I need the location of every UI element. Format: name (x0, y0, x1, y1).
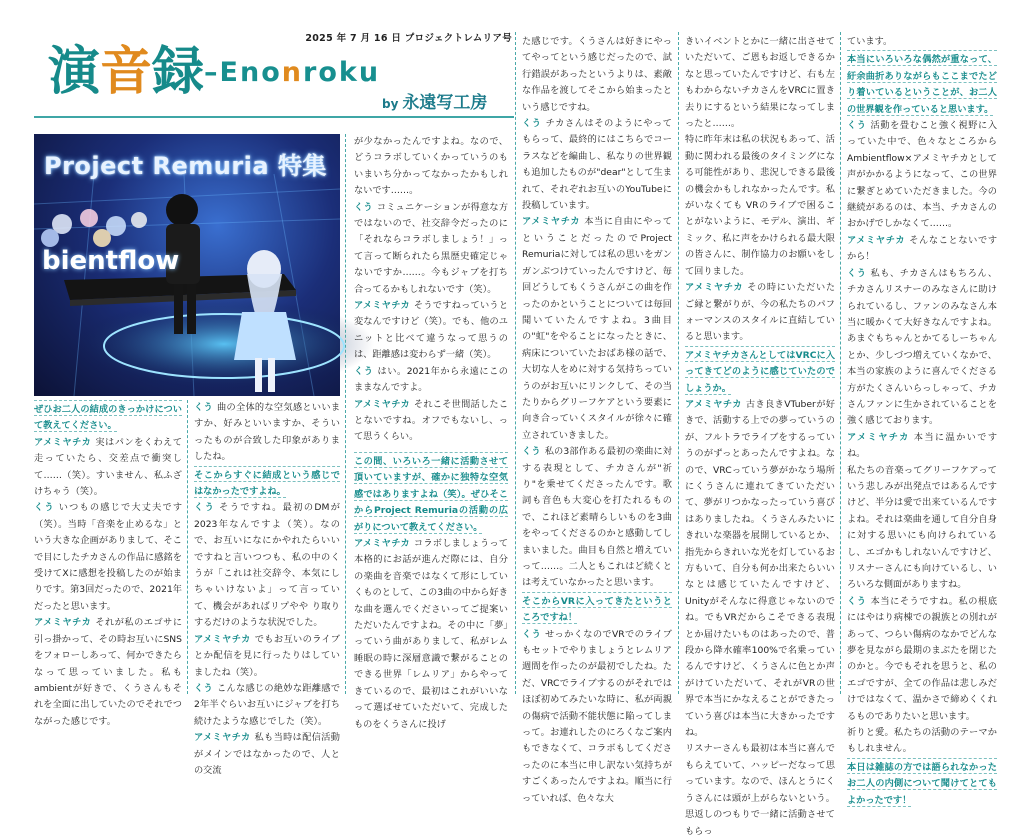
paragraph-text: 祈りと愛。私たちの活動のテーマかもしれません。 (847, 727, 997, 755)
speaker-paragraph (847, 118, 997, 233)
continued-paragraph (354, 134, 508, 200)
paragraph-text: 活動を畳むこと強く視野に入っていた中で、色々なところからAmbientflow×アメミヤチカとして声がかかるようになって、この世界に繋ぎとめていただきました。今の継続があるのは、本当、チカさんのおかげでしかなくて……。 (847, 120, 998, 230)
masthead-kanji-3: 録 (152, 42, 205, 102)
article-column-3b (354, 452, 509, 730)
speaker-paragraph (194, 681, 340, 730)
paragraph-text: それが私のエゴサに引っ掛かって、その時お互いにSNSをフォローしあって、何かできたらなって思っていました。私もambientが好きで、くうさんもそれを全面に出していたのでそれでつながった感じです。 (34, 617, 183, 727)
question-text: この間、いろいろ一緒に活動させて頂いていますが、確かに独特な空気感ではありますよね（笑）。ぜひそこからProject Remuriaの活動の広がりについて教えてください。 (354, 456, 508, 533)
article-column-4 (522, 34, 673, 804)
speaker-paragraph (847, 266, 997, 430)
paragraph-text: コラボしましょうって本格的にお話が進んだ際には、自分の楽曲を音楽ではなくて形にしていくものとして、この3曲の中から好きな曲を選んでくださいってご提案いただいたんですよね。その中に「夢」っていう曲がありまして、私がレム睡眠の時に深層意識で繋がることのできる世界「レムリア」からやってきているので、最初はこれがいいなって選ばせていただいて、完成したものをくうさんに投げ (354, 538, 509, 730)
speaker-name: くう (522, 118, 542, 130)
speaker-paragraph (354, 364, 508, 397)
speaker-name: アメミヤチカ (522, 216, 581, 228)
paragraph-text: 本当にそうですね。私の根底にはやはり病棟での親族との別れがあって、つらい傷病のなかでどんな夢を見ながら最期のまぶたを閉じたのかと。今でもそれを思うと、私のエゴですが、全ての作品は悲しみだけではなくて、温かさで締めくくれるものでありたいと思います。 (847, 595, 998, 722)
speaker-paragraph (34, 615, 182, 730)
paragraph-text: 実はパンをくわえて走っていたら、交差点で衝突して……（笑）。すいません、私ふざけちゃう（笑）。 (34, 436, 183, 498)
interviewer-question (847, 758, 997, 809)
masthead-kanji-1: 演 (48, 42, 101, 102)
speaker-name: くう (522, 446, 541, 458)
speaker-name: アメミヤチカ (354, 398, 410, 410)
speaker-paragraph (522, 214, 672, 444)
speaker-paragraph (194, 400, 340, 466)
hero-image (34, 134, 340, 396)
speaker-paragraph (685, 741, 835, 839)
paragraph-text: た感じです。くうさんは好きにやってやってという感じだったので、試行錯誤があったというよりは、素敵な作品を渡してそこから始まったという感じですね。 (522, 36, 672, 113)
speaker-name: アメミヤチカ (194, 633, 251, 645)
paragraph-text: リスナーさんも最初は本当に喜んでもらえていて、ハッピーだなって思っています。なので、ほんとうにくうさんには頭が上がらないという。思返しのつもりで一緒に活動させてもらっ (685, 743, 835, 837)
continued-paragraph (847, 34, 997, 50)
article-column-2 (194, 400, 341, 776)
speaker-paragraph (34, 500, 182, 615)
question-text: アメミヤチカさんとしてはVRCに入ってきてどのように感じていたのでしょうか。 (685, 349, 835, 394)
column-rule-5 (840, 32, 841, 694)
question-text: そこからすぐに結成という感じではなかったですよね。 (194, 469, 340, 498)
speaker-name: アメミヤチカ (34, 436, 92, 448)
paragraph-text: その時にいただいたご縁と繋がりが、今の私たちのパフォーマンスのスタイルに直結していると思います。 (685, 282, 836, 343)
masthead-roman-a: –Eno (204, 57, 282, 88)
paragraph-text: チカさんはそのようにやってもらって、最終的にはこちらでコーラスなどを編曲し、私なりの世界観も追加したものが"dear"として生まれて、それぞれお互いのYouTubeに投稿しています。 (522, 118, 672, 212)
speaker-paragraph (354, 200, 508, 298)
paragraph-text: コミュニケーションが得意な方ではないので、社交辞令だったのに「それならコラボしましょう！」って言って断られたら黒歴史確定じゃないですか……。今もジャブを打ち合ってるかもしれないです（笑）。 (354, 201, 509, 295)
paragraph-text: 本当に自由にやってということだったのでProject Remuriaに対しては私の思いをガンガンぶつけていったんですけど、毎回どうしてもくうさんがこの曲を作ったのかということについては毎回聞いていたんですよね。3曲目の"虹"をやることになったときに、病床についていたおばあ様の話で、大切な人をめに対する気持ちっていうのがお互いにリンクして、その当たりからグリーフケアという要素に向き合っていくスタイルが徐々に確立されていきました。 (522, 216, 673, 441)
paragraph-text: 古き良きVTuberが好きで、活動する上での夢っていうのが、フルトラでライブをするっていうのがずっとあったんですよね。なので、VRCっていう夢がかなう場所にくうさんに連れてきていただいて、夢がリつかなったっていう喜びはありましたね。くうさんみたいにきれいな楽器を展開しているとか、指先からきれいな光を灯しているお方もいて、自分も何か出来たらいいなとは感じていたんですけど、Unityがそんなに得意じゃないのでね。でもVRだからこそできる表現とか届けたいものはあったので、普段から降水確率100%で名乗っているんですけど、くうさんに色とか声がけていただいて、それがVRの世界で本当にかなえることができたっていう喜びは本当に大きかったですね。 (685, 398, 835, 739)
speaker-paragraph (847, 430, 997, 463)
speaker-name: アメミヤチカ (354, 300, 410, 312)
paragraph-text: ています。 (847, 36, 893, 47)
speaker-paragraph (685, 280, 835, 346)
interviewer-question (194, 466, 340, 501)
speaker-name: くう (354, 201, 373, 213)
speaker-paragraph (685, 397, 835, 742)
continued-paragraph (522, 34, 672, 116)
speaker-paragraph (522, 444, 672, 592)
speaker-name: アメミヤチカ (194, 732, 251, 744)
hero-feature-title: Project Remuria 特集 (44, 152, 327, 180)
speaker-name: くう (194, 682, 213, 694)
paragraph-text: 私の3部作ある最初の楽曲に対する表現として、チカさんが"祈り"を乗せてくださったんです。歌詞も音色も大変心を打たれるもので、これほど素晴らしいものを3曲をやってくださるのかと感動してしまいました。曲目も自然と増えていって……。二人ともこれはど続くとは考えていなかったと思います。 (522, 446, 672, 589)
continued-paragraph (685, 34, 835, 132)
speaker-name: アメミヤチカ (685, 398, 742, 410)
speaker-name: くう (194, 402, 213, 413)
question-text: ぜひお二人の結成のきっかけについて教えてください。 (34, 404, 182, 432)
masthead-roman-c: roku (303, 57, 381, 88)
question-text: 本当にいろいろな偶然が重なって、紆余曲折ありながらもここまでたどり着いているということが、お二人の世界観を作っていると思います。 (847, 54, 997, 115)
speaker-paragraph (34, 435, 182, 501)
masthead-roman-b: n (281, 57, 303, 88)
paragraph-text: いつもの感じで大丈夫です（笑）。当時「音楽を止めるな」という大きな企画がありまして、そこで目にしたチカさんの作品に感銘を受けてXに感想を投稿したのが始まりです。第3回だったので、2021年だったと思います。 (34, 502, 183, 612)
speaker-name: アメミヤチカ (847, 234, 906, 246)
speaker-name: くう (354, 365, 374, 377)
column-rule-1 (515, 32, 516, 694)
column-rule-4 (678, 32, 679, 694)
interviewer-question (354, 452, 508, 536)
speaker-paragraph (194, 730, 340, 779)
article-column-3 (354, 134, 509, 443)
hero-unit-text: bientflow (42, 246, 180, 276)
speaker-name: くう (34, 502, 55, 514)
paragraph-text: 私も、チカさんはもちろん、チカさんリスナーのみなさんに助けられているし、ファンのみなさん本当に暖かくて大好きなんですよね。あまぐもちゃんとかてるしーちゃんとか、少しづつ増えていくなかで、本当の家族のように喜んでくださる方がたくさんいらっしゃって、チカさんファンに生かされていることを強く感じております。 (847, 267, 998, 427)
paragraph-text: でもお互いのライブとか配信を見に行ったりはしていましたね（笑）。 (194, 633, 340, 678)
interviewer-question (522, 592, 672, 627)
paragraph-text: はい。2021年から永遠にこのままなんですよ。 (354, 365, 508, 394)
speaker-name: アメミヤチカ (34, 617, 92, 629)
speaker-name: くう (847, 267, 867, 279)
speaker-paragraph (194, 632, 340, 681)
column-rule-2 (187, 400, 188, 694)
speaker-paragraph (847, 725, 997, 758)
speaker-name: くう (847, 120, 867, 132)
paragraph-text: こんな感じの絶妙な距離感で2年半ぐらいお互いにジャブを打ち続けたような感じでした（笑）。 (194, 682, 341, 727)
column-rule-3 (345, 134, 346, 694)
paragraph-text: 私たちの音楽ってグリーフケアっていう悲しみが出発点ではあるんですけど、半分は愛で出来ているんですよね。それは楽曲を通して自分自身に対する思いにも向けられているし、エゴかもしれないんですけど、リスナーさんにも向けているし、いろいろな側面がありますね。 (847, 464, 997, 591)
publisher-name: 永遠写工房 (402, 93, 488, 113)
speaker-paragraph (847, 233, 997, 266)
interviewer-question (685, 346, 835, 397)
speaker-name: くう (194, 502, 216, 514)
article-column-5 (685, 34, 836, 837)
speaker-name: くう (847, 595, 867, 607)
speaker-paragraph (847, 463, 997, 594)
paragraph-text: それこそ世間話したことないですね。オフでもないし、って思うくらい。 (354, 398, 509, 443)
speaker-paragraph (354, 298, 508, 364)
issue-dateline: 2025 年 7 月 16 日 プロジェクトレムリア号 (305, 33, 512, 44)
speaker-name: アメミヤチカ (354, 538, 410, 550)
speaker-paragraph (522, 627, 672, 807)
speaker-paragraph (354, 397, 508, 446)
paragraph-text: せっかくなのでVRでのライブもセットでやりましょうとレムリア週間を作ったのが最初でしたね。ただ、VRCでライブするのがそれではほぼ初めてみたいな時に、私が両親の傷病で活動不能状態に陥ってしまって。お連れしたのにろくなご案内もできなくて、コラボもしてくださったのに本当に申し訳ない気持ちがすごくあったんですよね。順当に行っていれば、色々な大 (522, 628, 672, 804)
paragraph-text: 曲の全体的な空気感といいますか、好みといいますか、そういったものが合致した印象がありましたね。 (194, 402, 341, 463)
speaker-paragraph (685, 132, 835, 280)
question-text: そこからVRに入ってきたというところですね！ (522, 595, 672, 624)
byline-by: by (382, 97, 399, 111)
interviewer-question (34, 400, 182, 435)
interviewer-question (847, 50, 997, 118)
paragraph-text: 私も当時は配信活動がメインではなかったので、人との交流 (194, 732, 340, 776)
masthead-kanji-2: 音 (100, 42, 153, 102)
paragraph-text: そうですね。最初のDMが2023年なんですよ（笑）。なので、お互いになにかやれたらいいですねと言いつつも、私の中のくうが「これは社交辞令、本気にしちゃいけないよ」って言っていて、機会があればリプやや り取りするだけのような状況でした。 (194, 502, 340, 629)
masthead-title (48, 40, 380, 104)
article-column-1 (34, 400, 183, 727)
paragraph-text: 特に昨年末は私の状況もあって、活動に関われる最後のタイミングになる可能性があり、悲況しできる最後の機会かもしれなかったんです。私がいなくても VRのライブで困ることがないように、モデル、演出、ギミック、私に声をかけられる最大限の皆さんに、制作協力のお願いをして回りました。 (685, 134, 835, 277)
speaker-name: アメミヤチカ (685, 282, 744, 294)
paragraph-text: 本当に温かいですね。 (847, 431, 998, 460)
speaker-name: くう (522, 628, 542, 640)
speaker-name: アメミヤチカ (847, 431, 910, 443)
header-rule (34, 116, 514, 118)
speaker-paragraph (847, 594, 997, 725)
article-column-6 (847, 34, 998, 806)
speaker-paragraph (522, 116, 672, 214)
speaker-paragraph (354, 536, 508, 733)
question-text: 本日は雑誌の方では語られなかったお二人の内側について聞けてとてもよかったです！ (847, 761, 997, 806)
paragraph-text: が少なかったんですよね。なので、どうコラボしていくかっていうのもいまいち分かってなかったかもしれないです……。 (354, 136, 508, 197)
paragraph-text: そんなことないですから！ (847, 234, 998, 263)
speaker-paragraph (194, 500, 340, 631)
paragraph-text: きいイベントとかに一緒に出させていただいて、ご恩もお返しできるかなと思っていたんですけど、右も左もわからないチカさんをVRCに置き去りにするという結果になってしまったと……。 (685, 36, 835, 130)
paragraph-text: そうですねっていうと変なんですけど（笑）。でも、他のユニットと比べて違うなって思うのは、距離感は変わらず一緒（笑）。 (354, 300, 509, 361)
publisher-byline (382, 88, 487, 113)
